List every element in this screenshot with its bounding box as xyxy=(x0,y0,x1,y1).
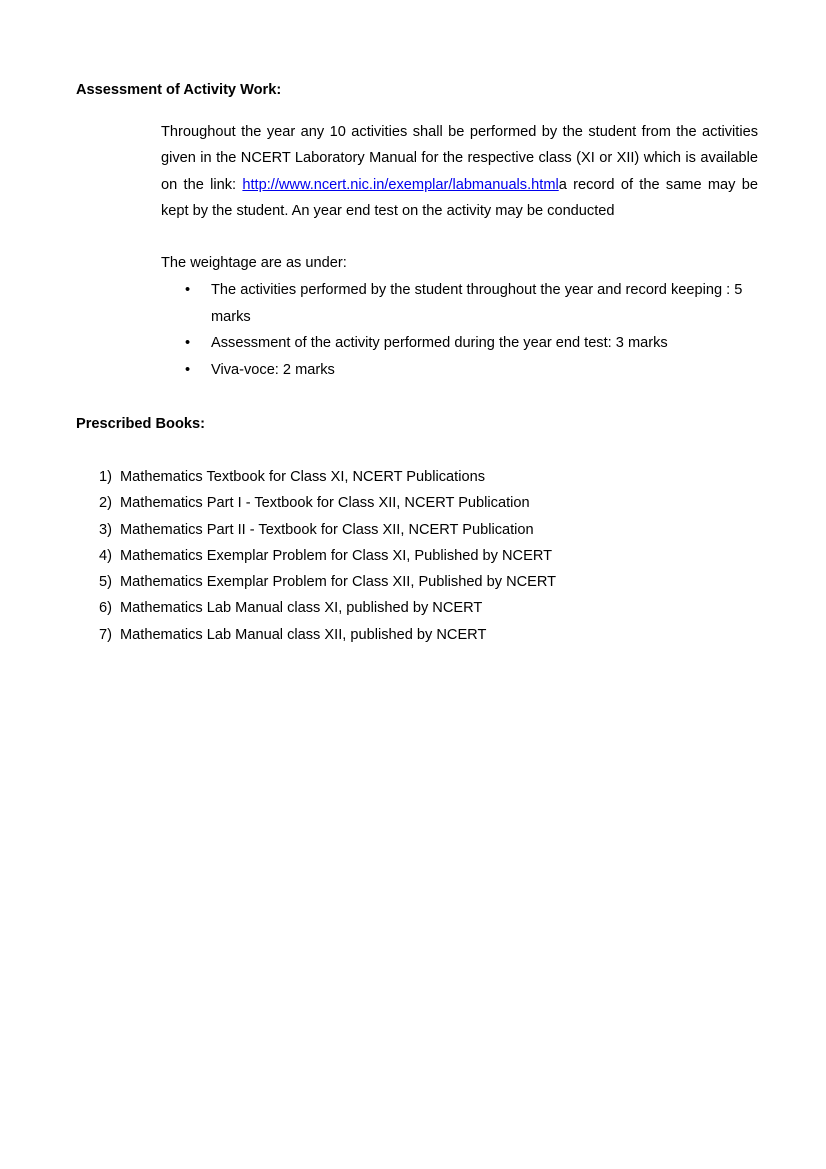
book-item xyxy=(99,464,556,490)
book-title: Mathematics Part II - Textbook for Class XII, NCERT Publication xyxy=(120,521,534,538)
book-item xyxy=(99,622,556,648)
weightage-item-text: Viva-voce: 2 marks xyxy=(211,361,335,378)
bullet-icon: • xyxy=(185,361,191,378)
book-title: Mathematics Textbook for Class XI, NCERT Publications xyxy=(120,469,485,485)
assessment-paragraph xyxy=(161,119,758,224)
prescribed-books-list xyxy=(99,464,556,648)
weightage-item-text: Assessment of the activity performed during the year end test: 3 marks xyxy=(211,335,668,351)
assessment-heading: Assessment of Activity Work: xyxy=(76,82,282,98)
book-title: Mathematics Lab Manual class XI, published by NCERT xyxy=(120,600,483,617)
weightage-list xyxy=(161,277,761,383)
book-number: 6) xyxy=(99,600,112,617)
book-title: Mathematics Exemplar Problem for Class XI, Published by NCERT xyxy=(120,547,553,564)
bullet-icon: • xyxy=(185,335,191,351)
lab-manuals-link[interactable]: http://www.ncert.nic.in/exemplar/labmanuals.html xyxy=(242,176,559,193)
book-number: 2) xyxy=(99,495,112,512)
book-number: 3) xyxy=(99,521,112,538)
paragraph-text-after-link: a record of the same may be kept by the student. An year end test on the activity may be conducted xyxy=(161,176,758,219)
book-item xyxy=(99,517,556,543)
book-item xyxy=(99,595,556,621)
book-number: 5) xyxy=(99,574,112,591)
book-item xyxy=(99,543,556,569)
book-title: Mathematics Exemplar Problem for Class XII, Published by NCERT xyxy=(120,574,557,591)
book-number: 1) xyxy=(99,469,112,485)
book-title: Mathematics Lab Manual class XII, published by NCERT xyxy=(120,626,487,643)
paragraph-text-before-link: Throughout the year any 10 activities shall be performed by the student from the activities given in the NCERT Laboratory Manual for the respective class (XI or XII) which is available on the link: xyxy=(161,124,758,193)
weightage-item xyxy=(161,357,761,384)
weightage-item xyxy=(161,330,761,357)
prescribed-books-heading: Prescribed Books: xyxy=(76,416,205,432)
weightage-intro: The weightage are as under: xyxy=(161,255,347,271)
book-number: 7) xyxy=(99,626,112,643)
book-number: 4) xyxy=(99,547,112,564)
book-title: Mathematics Part I - Textbook for Class XII, NCERT Publication xyxy=(120,495,530,512)
weightage-item-text: The activities performed by the student throughout the year and record keeping : 5 marks xyxy=(211,282,743,325)
bullet-icon: • xyxy=(185,282,191,298)
book-item xyxy=(99,490,556,516)
book-item xyxy=(99,569,556,595)
weightage-item xyxy=(161,277,761,330)
